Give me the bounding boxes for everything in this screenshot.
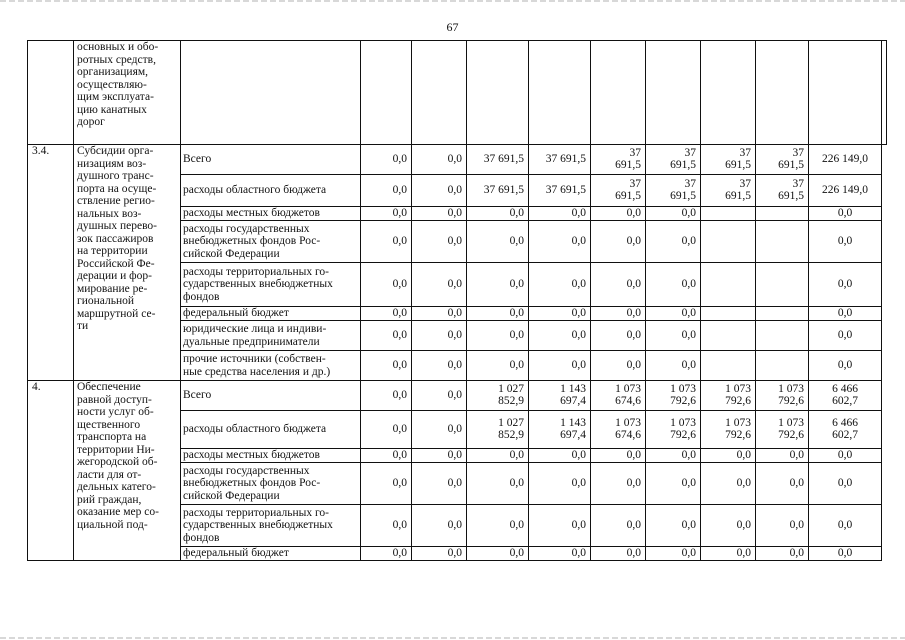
- year-value-cell: [467, 381, 529, 411]
- year-value-cell: [646, 321, 701, 351]
- year-value: 0,0: [392, 449, 407, 462]
- year-value-cell: [361, 321, 412, 351]
- funding-source-cell: федеральный бюджет: [181, 307, 361, 321]
- year-value: 37 691,5: [778, 178, 804, 203]
- year-value-cell: [646, 449, 701, 463]
- year-value: 0,0: [681, 235, 696, 248]
- year-value-cell: [756, 449, 809, 463]
- year-value: 37 691,5: [670, 178, 696, 203]
- year-value-cell: [646, 221, 701, 263]
- year-value-cell: [756, 221, 809, 263]
- year-value: 0,0: [392, 423, 407, 436]
- year-value-cell: [646, 547, 701, 561]
- year-value-cell: [701, 463, 756, 505]
- year-value: 0,0: [509, 329, 524, 342]
- year-value-cell: [756, 351, 809, 381]
- year-value-cell: [361, 351, 412, 381]
- year-value-cell: [701, 263, 756, 307]
- year-value-cell: [361, 145, 412, 175]
- year-value-cell: [591, 263, 646, 307]
- year-value-cell: [529, 41, 591, 145]
- year-value-cell: [756, 381, 809, 411]
- year-value: 0,0: [447, 477, 462, 490]
- year-value-cell: [361, 41, 412, 145]
- year-value-cell: [361, 207, 412, 221]
- year-value-cell: [529, 221, 591, 263]
- year-value: 0,0: [571, 449, 586, 462]
- year-value: 1 143 697,4: [560, 417, 586, 442]
- year-value: 37 691,5: [483, 153, 524, 166]
- year-value-cell: [361, 307, 412, 321]
- year-value-cell: [591, 505, 646, 547]
- year-value: 0,0: [626, 519, 641, 532]
- year-value: 0,0: [392, 547, 407, 560]
- year-value-cell: [467, 41, 529, 145]
- year-value: 0,0: [681, 547, 696, 560]
- year-value: 0,0: [681, 359, 696, 372]
- scan-edge-top: [0, 0, 905, 2]
- funding-source-cell: прочие источники (собствен- ные средства населения и др.): [181, 351, 361, 381]
- year-value: 0,0: [392, 477, 407, 490]
- year-value-cell: [412, 221, 467, 263]
- year-value: 0,0: [571, 307, 586, 320]
- year-value: 0,0: [626, 329, 641, 342]
- year-value: 0,0: [789, 449, 804, 462]
- year-value: 1 027 852,9: [498, 383, 524, 408]
- year-value-cell: [361, 263, 412, 307]
- total-value: 0,0: [837, 477, 853, 490]
- year-value-cell: [701, 207, 756, 221]
- year-value: 37 691,5: [725, 178, 751, 203]
- year-value: 0,0: [509, 519, 524, 532]
- year-value: 1 027 852,9: [498, 417, 524, 442]
- year-value-cell: [756, 175, 809, 207]
- year-value: 0,0: [571, 519, 586, 532]
- year-value-cell: [646, 263, 701, 307]
- year-value-cell: [591, 351, 646, 381]
- year-value: 1 073 674,6: [615, 383, 641, 408]
- year-value-cell: [591, 175, 646, 207]
- year-value: 0,0: [736, 449, 751, 462]
- total-value-cell: [809, 263, 882, 307]
- total-value-cell: [809, 381, 882, 411]
- year-value-cell: [756, 41, 809, 145]
- year-value: 0,0: [571, 207, 586, 220]
- year-value-cell: [529, 351, 591, 381]
- funding-source-cell: расходы государственных внебюджетных фондов Рос- сийской Федерации: [181, 463, 361, 505]
- year-value: 0,0: [681, 449, 696, 462]
- year-value-cell: [361, 381, 412, 411]
- funding-source-cell: Всего: [181, 381, 361, 411]
- year-value: 37 691,5: [545, 153, 586, 166]
- year-value-cell: [756, 207, 809, 221]
- year-value: 37 691,5: [615, 147, 641, 172]
- year-value-cell: [591, 449, 646, 463]
- year-value-cell: [467, 351, 529, 381]
- year-value-cell: [467, 307, 529, 321]
- funding-source-cell: Всего: [181, 145, 361, 175]
- year-value: 37 691,5: [483, 184, 524, 197]
- year-value-cell: [701, 505, 756, 547]
- year-value: 0,0: [681, 477, 696, 490]
- year-value-cell: [467, 145, 529, 175]
- year-value: 0,0: [736, 477, 751, 490]
- year-value-cell: [591, 41, 646, 145]
- year-value: 0,0: [626, 307, 641, 320]
- year-value-cell: [646, 411, 701, 449]
- year-value: 0,0: [392, 307, 407, 320]
- total-value: 6 466 602,7: [832, 417, 858, 442]
- year-value: 0,0: [509, 547, 524, 560]
- year-value: 37 691,5: [615, 178, 641, 203]
- year-value-cell: [361, 547, 412, 561]
- year-value-cell: [467, 221, 529, 263]
- year-value-cell: [756, 321, 809, 351]
- year-value: 1 143 697,4: [560, 383, 586, 408]
- year-value-cell: [529, 307, 591, 321]
- year-value: 0,0: [509, 359, 524, 372]
- year-value: 0,0: [447, 307, 462, 320]
- funding-source-cell: расходы областного бюджета: [181, 411, 361, 449]
- total-value: 0,0: [837, 329, 853, 342]
- year-value-cell: [591, 221, 646, 263]
- year-value: 37 691,5: [670, 147, 696, 172]
- year-value-cell: [591, 381, 646, 411]
- year-value: 37 691,5: [725, 147, 751, 172]
- year-value: 0,0: [626, 207, 641, 220]
- year-value-cell: [467, 411, 529, 449]
- funding-source-cell: расходы территориальных го- сударственных внебюджетных фондов: [181, 505, 361, 547]
- total-value-cell: [809, 463, 882, 505]
- year-value: 0,0: [509, 307, 524, 320]
- year-value-cell: [756, 145, 809, 175]
- total-value-cell: [809, 351, 882, 381]
- year-value-cell: [591, 307, 646, 321]
- year-value-cell: [529, 411, 591, 449]
- total-value-cell: [809, 307, 882, 321]
- table-row: [28, 145, 887, 175]
- year-value: 1 073 792,6: [778, 417, 804, 442]
- page-number: 67: [446, 20, 459, 34]
- year-value: 0,0: [789, 519, 804, 532]
- year-value-cell: [646, 41, 701, 145]
- year-value-cell: [412, 505, 467, 547]
- year-value-cell: [467, 207, 529, 221]
- year-value: 0,0: [626, 278, 641, 291]
- year-value: 1 073 792,6: [725, 417, 751, 442]
- year-value: 0,0: [626, 449, 641, 462]
- item-number-cell: 4.: [28, 381, 74, 561]
- year-value: 0,0: [509, 207, 524, 220]
- year-value-cell: [529, 145, 591, 175]
- year-value-cell: [646, 351, 701, 381]
- year-value: 0,0: [447, 235, 462, 248]
- total-value-cell: [809, 411, 882, 449]
- year-value-cell: [756, 547, 809, 561]
- year-value-cell: [646, 207, 701, 221]
- year-value-cell: [701, 41, 756, 145]
- year-value: 0,0: [571, 278, 586, 291]
- total-value: 226 149,0: [822, 184, 868, 197]
- year-value-cell: [646, 145, 701, 175]
- year-value-cell: [591, 321, 646, 351]
- year-value: 0,0: [789, 477, 804, 490]
- year-value-cell: [701, 145, 756, 175]
- year-value-cell: [701, 175, 756, 207]
- year-value: 0,0: [509, 477, 524, 490]
- year-value-cell: [412, 207, 467, 221]
- year-value: 1 073 674,6: [615, 417, 641, 442]
- year-value-cell: [412, 463, 467, 505]
- funding-source-cell: федеральный бюджет: [181, 547, 361, 561]
- year-value: 0,0: [447, 547, 462, 560]
- year-value-cell: [591, 411, 646, 449]
- year-value: 0,0: [447, 449, 462, 462]
- year-value-cell: [529, 321, 591, 351]
- year-value-cell: [756, 463, 809, 505]
- year-value: 0,0: [447, 153, 462, 166]
- year-value-cell: [646, 307, 701, 321]
- total-value-cell: [809, 145, 882, 175]
- table-row: [28, 381, 887, 411]
- year-value-cell: [809, 41, 882, 145]
- funding-source-cell: [181, 41, 361, 145]
- total-value: 226 149,0: [822, 153, 868, 166]
- year-value-cell: [701, 547, 756, 561]
- year-value: 0,0: [392, 184, 407, 197]
- year-value: 0,0: [392, 359, 407, 372]
- year-value-cell: [529, 207, 591, 221]
- year-value: 0,0: [681, 519, 696, 532]
- year-value-cell: [361, 449, 412, 463]
- year-value-cell: [412, 411, 467, 449]
- year-value-cell: [591, 463, 646, 505]
- measure-name-cell: основных и обо- ротных средств, организациям, осуществляю- щим эксплуата- цию канатных дорог: [74, 41, 181, 145]
- funding-source-cell: расходы государственных внебюджетных фондов Рос- сийской Федерации: [181, 221, 361, 263]
- year-value-cell: [361, 411, 412, 449]
- year-value-cell: [412, 41, 467, 145]
- year-value-cell: [412, 307, 467, 321]
- year-value: 0,0: [736, 547, 751, 560]
- year-value: 0,0: [571, 329, 586, 342]
- year-value-cell: [412, 381, 467, 411]
- year-value: 0,0: [571, 359, 586, 372]
- year-value-cell: [529, 175, 591, 207]
- year-value-cell: [467, 547, 529, 561]
- year-value: 0,0: [626, 547, 641, 560]
- total-value: 0,0: [837, 207, 853, 220]
- total-value: 0,0: [837, 307, 853, 320]
- year-value-cell: [412, 449, 467, 463]
- year-value-cell: [701, 351, 756, 381]
- year-value-cell: [412, 547, 467, 561]
- year-value: 0,0: [626, 477, 641, 490]
- year-value: 0,0: [626, 235, 641, 248]
- year-value: 37 691,5: [778, 147, 804, 172]
- total-value-cell: [809, 221, 882, 263]
- total-value-cell: [809, 175, 882, 207]
- year-value-cell: [467, 449, 529, 463]
- year-value: 0,0: [447, 184, 462, 197]
- total-value: 6 466 602,7: [832, 383, 858, 408]
- year-value: 0,0: [571, 477, 586, 490]
- year-value-cell: [756, 411, 809, 449]
- year-value: 0,0: [736, 519, 751, 532]
- year-value: 0,0: [447, 329, 462, 342]
- year-value-cell: [701, 411, 756, 449]
- year-value-cell: [361, 463, 412, 505]
- year-value: 0,0: [571, 235, 586, 248]
- year-value-cell: [529, 505, 591, 547]
- scan-edge-bottom: [0, 637, 905, 639]
- year-value: 0,0: [392, 329, 407, 342]
- year-value-cell: [701, 307, 756, 321]
- total-value-cell: [809, 505, 882, 547]
- year-value: 0,0: [392, 519, 407, 532]
- total-value: 0,0: [837, 359, 853, 372]
- year-value-cell: [467, 505, 529, 547]
- year-value-cell: [756, 505, 809, 547]
- year-value: 1 073 792,6: [670, 383, 696, 408]
- year-value: 0,0: [626, 359, 641, 372]
- total-value-cell: [882, 41, 887, 145]
- item-number-cell: [28, 41, 74, 145]
- total-value-cell: [809, 547, 882, 561]
- program-funding-table: [27, 40, 887, 561]
- year-value-cell: [467, 263, 529, 307]
- year-value-cell: [701, 381, 756, 411]
- funding-source-cell: расходы местных бюджетов: [181, 449, 361, 463]
- item-number-cell: 3.4.: [28, 145, 74, 381]
- year-value: 0,0: [789, 547, 804, 560]
- year-value-cell: [646, 381, 701, 411]
- year-value-cell: [529, 449, 591, 463]
- year-value: 0,0: [392, 389, 407, 402]
- year-value: 0,0: [392, 235, 407, 248]
- year-value-cell: [361, 221, 412, 263]
- year-value: 0,0: [681, 207, 696, 220]
- year-value: 1 073 792,6: [670, 417, 696, 442]
- year-value-cell: [467, 175, 529, 207]
- funding-source-cell: расходы местных бюджетов: [181, 207, 361, 221]
- year-value-cell: [412, 263, 467, 307]
- total-value-cell: [809, 449, 882, 463]
- year-value-cell: [646, 505, 701, 547]
- year-value: 0,0: [509, 235, 524, 248]
- year-value: 0,0: [392, 153, 407, 166]
- year-value: 0,0: [447, 359, 462, 372]
- year-value: 0,0: [681, 278, 696, 291]
- measure-name-cell: Субсидии орга- низациям воз- душного транс- порта на осуще- ствление регио- нальных воз- душных перево- зок пассажиров на территории Российской Фе- дерации и фор- мирование ре- гиональной маршрутной се- ти: [74, 145, 181, 381]
- total-value: 0,0: [837, 449, 853, 462]
- year-value-cell: [701, 221, 756, 263]
- year-value-cell: [591, 207, 646, 221]
- year-value: 0,0: [447, 389, 462, 402]
- total-value: 0,0: [837, 519, 853, 532]
- total-value: 0,0: [837, 278, 853, 291]
- year-value: 0,0: [447, 278, 462, 291]
- year-value-cell: [529, 263, 591, 307]
- year-value-cell: [467, 321, 529, 351]
- year-value: 0,0: [681, 307, 696, 320]
- year-value-cell: [701, 321, 756, 351]
- year-value-cell: [646, 175, 701, 207]
- year-value-cell: [591, 547, 646, 561]
- funding-source-cell: расходы областного бюджета: [181, 175, 361, 207]
- total-value: 0,0: [837, 547, 853, 560]
- total-value-cell: [809, 321, 882, 351]
- year-value: 0,0: [447, 423, 462, 436]
- year-value-cell: [361, 505, 412, 547]
- funding-source-cell: юридические лица и индиви- дуальные предприниматели: [181, 321, 361, 351]
- year-value-cell: [412, 175, 467, 207]
- year-value: 0,0: [509, 278, 524, 291]
- funding-source-cell: расходы территориальных го- сударственных внебюджетных фондов: [181, 263, 361, 307]
- year-value-cell: [412, 351, 467, 381]
- year-value-cell: [756, 307, 809, 321]
- year-value: 0,0: [447, 519, 462, 532]
- year-value-cell: [467, 463, 529, 505]
- year-value-cell: [701, 449, 756, 463]
- year-value: 1 073 792,6: [778, 383, 804, 408]
- year-value-cell: [412, 145, 467, 175]
- total-value-cell: [809, 207, 882, 221]
- year-value-cell: [646, 463, 701, 505]
- year-value-cell: [412, 321, 467, 351]
- year-value: 0,0: [392, 278, 407, 291]
- year-value-cell: [756, 263, 809, 307]
- year-value: 0,0: [509, 449, 524, 462]
- total-value: 0,0: [837, 235, 853, 248]
- measure-name-cell: Обеспечение равной доступ- ности услуг об- щественного транспорта на территории Ни- жегородской об- ласти для от- дельных катего- рий граждан, оказание мер со- циальной под-: [74, 381, 181, 561]
- year-value-cell: [361, 175, 412, 207]
- year-value: 0,0: [447, 207, 462, 220]
- year-value: 0,0: [681, 329, 696, 342]
- year-value-cell: [529, 381, 591, 411]
- year-value: 37 691,5: [545, 184, 586, 197]
- year-value: 1 073 792,6: [725, 383, 751, 408]
- year-value-cell: [591, 145, 646, 175]
- year-value-cell: [529, 463, 591, 505]
- year-value-cell: [529, 547, 591, 561]
- continued-row: [28, 41, 887, 145]
- year-value: 0,0: [571, 547, 586, 560]
- year-value: 0,0: [392, 207, 407, 220]
